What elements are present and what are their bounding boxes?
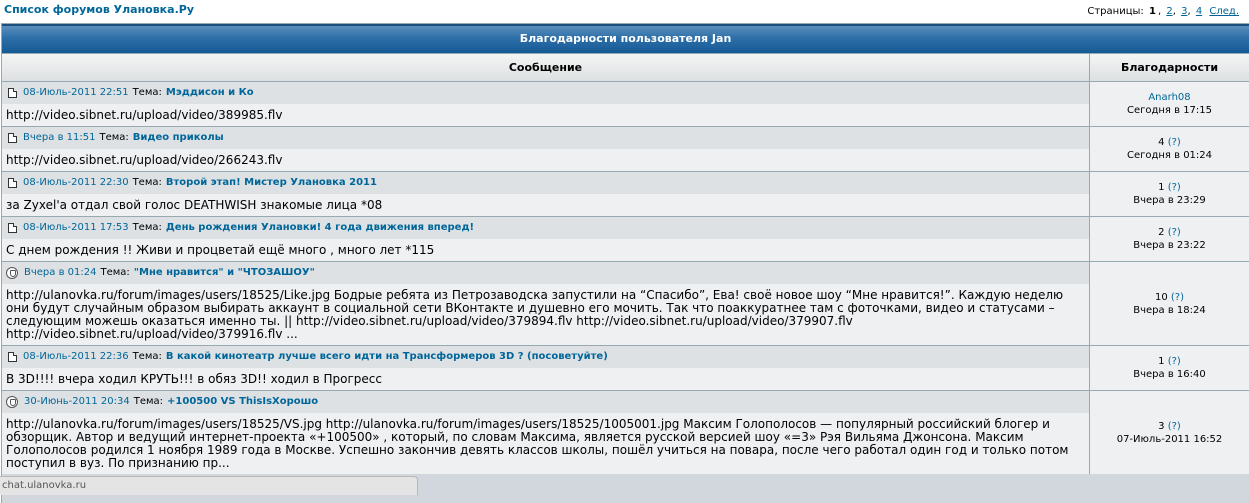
thanks-cell xyxy=(1090,262,1249,345)
page-link-4[interactable]: 4 xyxy=(1195,6,1203,17)
post-doc-icon xyxy=(8,88,17,98)
topic-label: Тема: xyxy=(132,87,162,98)
top-bar xyxy=(0,0,1249,22)
post-doc-icon xyxy=(8,178,17,188)
thanks-cell xyxy=(1090,127,1249,171)
topic-label: Тема: xyxy=(132,222,162,233)
post-text: В 3D!!!! вчера ходил КРУТЬ!!! в обяз 3D!! ходил в Прогресс xyxy=(2,368,1089,390)
post-text: http://ulanovka.ru/forum/images/users/18525/Like.jpg Бодрые ребята из Петрозаводска запустили на “Спасибо”, Ева! своё новое шоу “Мне нравится!”. Каждую неделю они будут случайным образом выбирать аккаунт в социальной сети ВКонтакте и душевно его мочить. Так что поаккуратнее там с фоточками, видео и статусами – следующим можешь оказаться именно ты. || http://video.sibnet.ru/upload/video/379894.flv http://video.sibnet.ru/upload/video/379907.flv http://video.sibnet.ru/upload/video/379916.flv ... xyxy=(2,284,1089,345)
post-doc-icon xyxy=(8,352,17,362)
thanks-cell xyxy=(1090,217,1249,261)
topic-link[interactable]: +100500 VS ThisIsХорошо xyxy=(167,396,319,407)
topic-label: Тема: xyxy=(100,267,130,278)
poll-icon xyxy=(6,267,18,279)
thanks-details-link[interactable]: (?) xyxy=(1167,356,1181,367)
topic-link[interactable]: Видео приколы xyxy=(132,132,224,143)
topic-link[interactable]: "Мне нравится" и "ЧТОЗАШОУ" xyxy=(133,267,315,278)
column-header-thanks: Благодарности xyxy=(1090,54,1249,81)
table-row xyxy=(2,345,1249,390)
thanks-details-link[interactable]: (?) xyxy=(1170,291,1185,303)
topic-link[interactable]: В какой кинотеатр лучше всего идти на Трансформеров 3D ? (посоветуйте) xyxy=(165,351,608,362)
column-header-message: Сообщение xyxy=(2,54,1090,81)
topic-link[interactable]: Мэддисон и Ко xyxy=(165,87,254,98)
thanks-cell xyxy=(1090,172,1249,216)
post-text: http://video.sibnet.ru/upload/video/389985.flv xyxy=(2,104,1089,126)
poll-icon xyxy=(6,396,18,408)
topic-label: Тема: xyxy=(132,177,162,188)
thanks-time: Вчера в 16:40 xyxy=(1133,369,1206,380)
thanks-count: 3 xyxy=(1158,420,1165,432)
thanks-count: 1 xyxy=(1158,356,1165,367)
thanks-time: Вчера в 23:29 xyxy=(1133,195,1206,206)
pages-label: Страницы: xyxy=(1087,6,1144,17)
table-row xyxy=(2,126,1249,171)
table-row xyxy=(2,81,1249,126)
thanks-details-link[interactable]: (?) xyxy=(1167,137,1181,148)
thanks-details-link[interactable]: (?) xyxy=(1167,227,1181,238)
post-date-link[interactable]: 08-Июль-2011 22:30 xyxy=(23,177,129,188)
table-row xyxy=(2,390,1249,474)
table-row xyxy=(2,171,1249,216)
post-text: С днем рождения !! Живи и процветай ещё много , много лет *115 xyxy=(2,239,1089,261)
page-link-2[interactable]: 2 xyxy=(1166,6,1173,17)
thanks-cell xyxy=(1090,391,1249,474)
table-row xyxy=(2,261,1249,345)
post-doc-icon xyxy=(8,133,17,143)
browser-status-bar: chat.ulanovka.ru xyxy=(0,476,418,495)
thanks-count: 10 xyxy=(1154,291,1168,303)
topic-label: Тема: xyxy=(133,396,164,407)
next-page-link[interactable]: След. xyxy=(1209,6,1239,17)
thanks-cell xyxy=(1090,82,1249,126)
topic-link[interactable]: Второй этап! Мистер Улановка 2011 xyxy=(165,177,377,188)
thanks-cell xyxy=(1090,346,1249,390)
post-date-link[interactable]: 08-Июль-2011 22:36 xyxy=(23,351,129,362)
thanks-user-link[interactable]: Anarh08 xyxy=(1148,92,1191,103)
topic-label: Тема: xyxy=(99,132,129,143)
post-text: за Zyxel'a отдал свой голос DEATHWISH знакомые лица *08 xyxy=(2,194,1089,216)
thanks-details-link[interactable]: (?) xyxy=(1167,420,1181,432)
thanks-time: 07-Июль-2011 16:52 xyxy=(1116,433,1223,445)
topic-label: Тема: xyxy=(132,351,162,362)
thanks-details-link[interactable]: (?) xyxy=(1167,182,1181,193)
pagination: Страницы: 1 , 2, 3, 4 След. xyxy=(1087,6,1239,17)
post-text: http://video.sibnet.ru/upload/video/266243.flv xyxy=(2,149,1089,171)
topic-link[interactable]: День рождения Улановки! 4 года движения вперед! xyxy=(165,222,475,233)
table-caption: Благодарности пользователя Jan xyxy=(2,24,1249,53)
thanks-count: 2 xyxy=(1158,227,1165,238)
table-row xyxy=(2,216,1249,261)
thanks-time: Вчера в 18:24 xyxy=(1133,304,1206,316)
post-date-link[interactable]: 08-Июль-2011 22:51 xyxy=(23,87,129,98)
thanks-time: Вчера в 23:22 xyxy=(1133,240,1206,251)
thanks-count: 1 xyxy=(1158,182,1165,193)
page-link-3[interactable]: 3 xyxy=(1181,6,1188,17)
post-date-link[interactable]: Вчера в 11:51 xyxy=(23,132,96,143)
post-text: http://ulanovka.ru/forum/images/users/18525/VS.jpg http://ulanovka.ru/forum/images/users/18525/1005001.jpg Максим Голополосов — популярный российский блогер и обзорщик. Автор и ведущий интернет-проекта «+100500» , который, по словам Максима, является русской версией шоу «=3» Рэя Вильяма Джонсона. Максим Голополосов родился 1 ноября 1989 года в Москве. Успешно закончив девять классов школы, пошёл учиться на повара, после чего работал один год и только потом поступил в вуз. По признанию пр... xyxy=(2,413,1089,474)
thanks-time: Сегодня в 17:15 xyxy=(1126,105,1213,116)
post-doc-icon xyxy=(8,223,17,233)
post-date-link[interactable]: 30-Июнь-2011 20:34 xyxy=(24,396,130,407)
current-page: 1 xyxy=(1148,6,1156,17)
post-date-link[interactable]: 08-Июль-2011 17:53 xyxy=(23,222,129,233)
forum-index-link[interactable]: Список форумов Улановка.Ру xyxy=(4,3,194,16)
thanks-time: Сегодня в 01:24 xyxy=(1126,150,1213,161)
thanks-table xyxy=(1,23,1249,503)
table-header-row xyxy=(2,53,1249,81)
thanks-count: 4 xyxy=(1158,137,1165,148)
post-date-link[interactable]: Вчера в 01:24 xyxy=(24,267,97,278)
